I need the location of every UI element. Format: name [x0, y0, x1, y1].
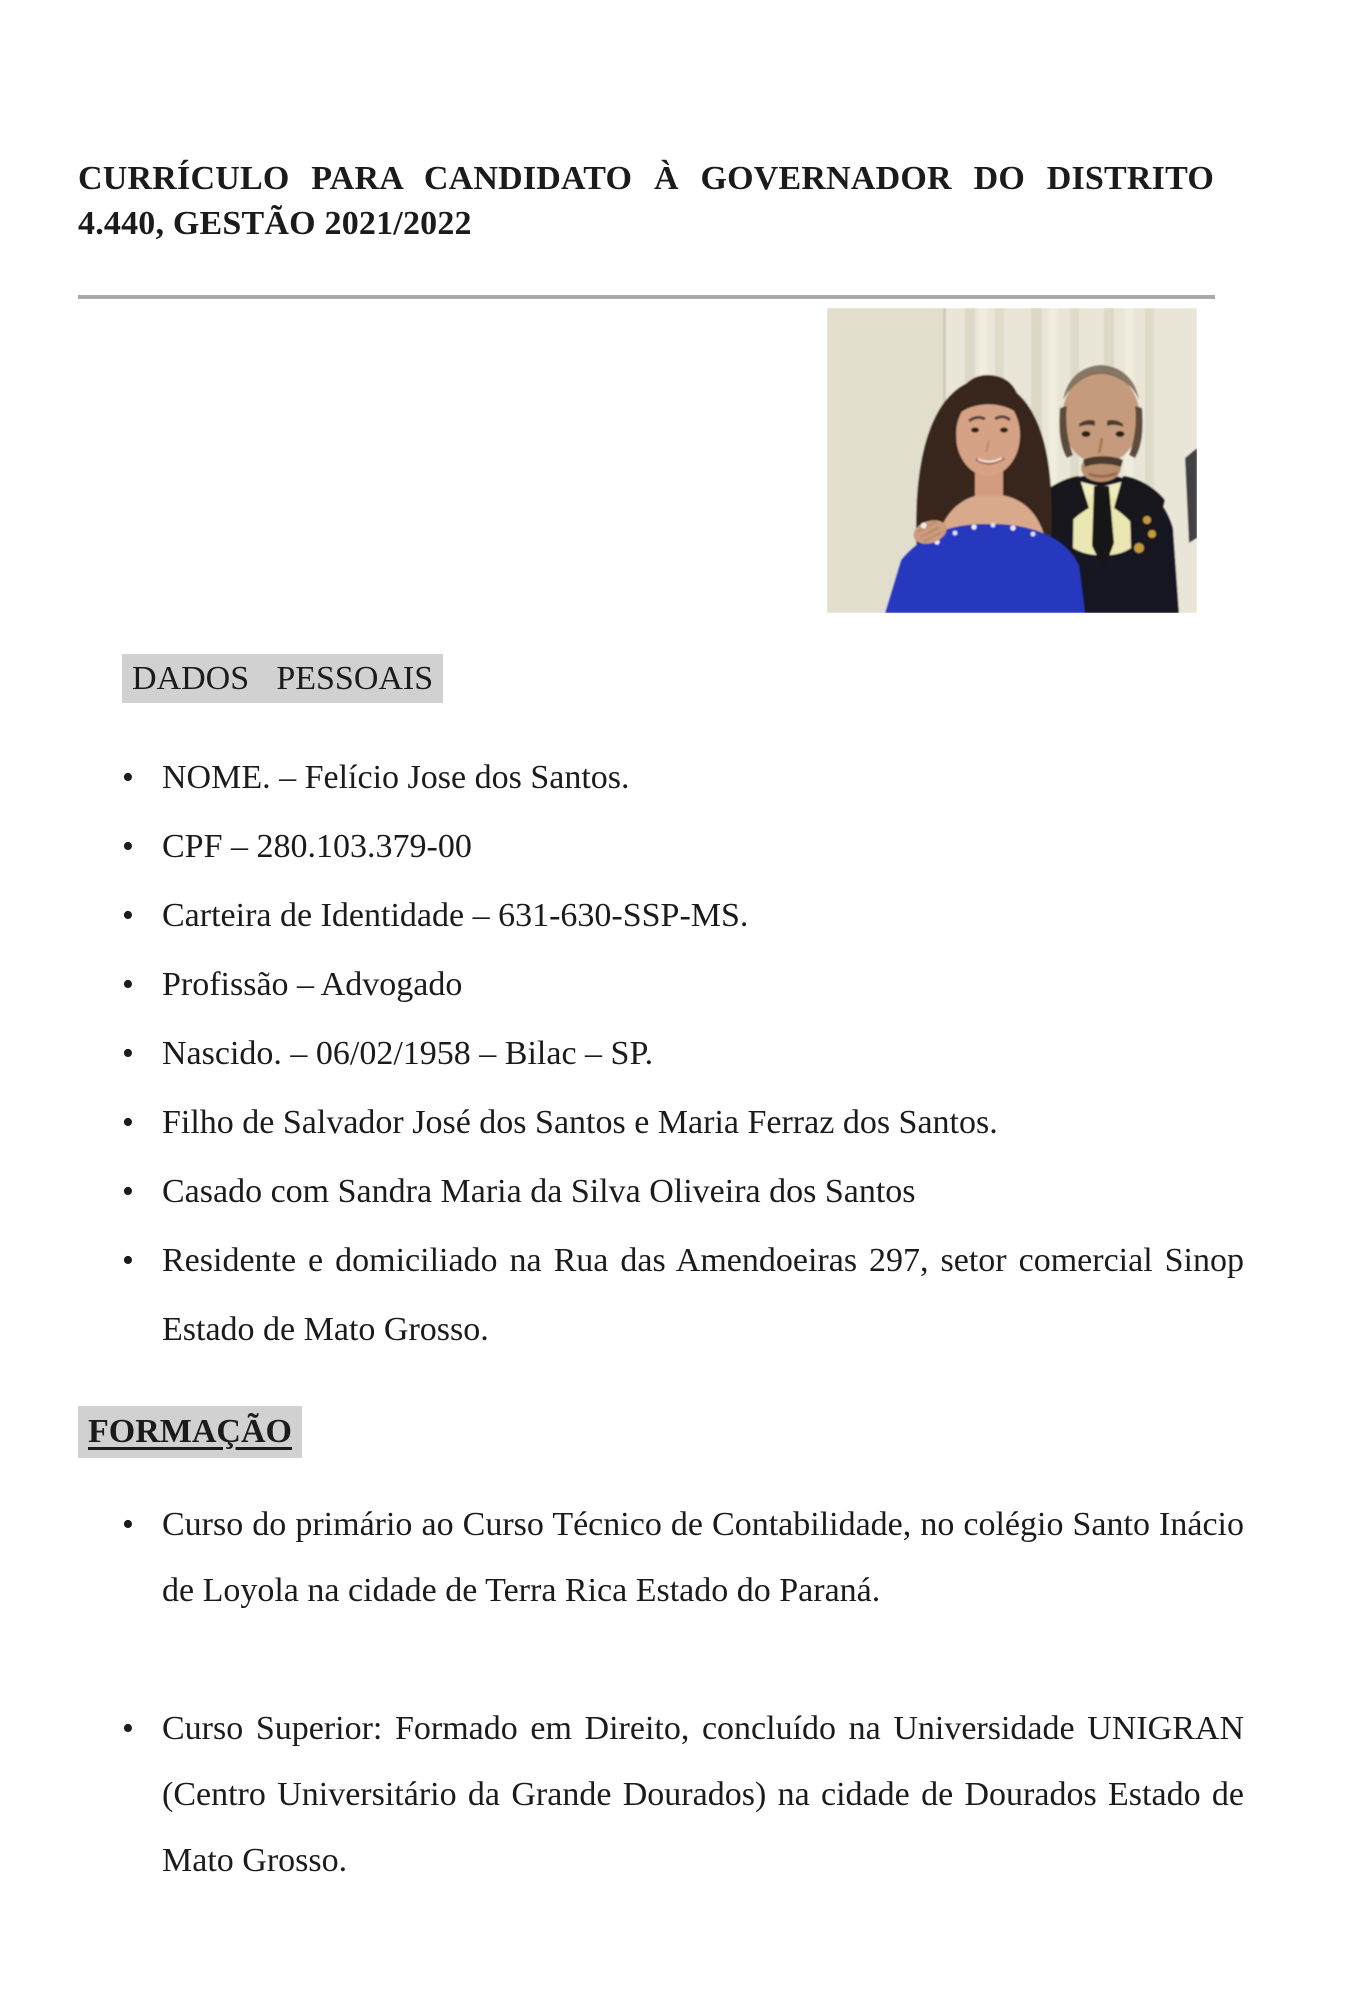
- list-item-text: Profissão – Advogado: [162, 966, 463, 1003]
- dados-pessoais-list: [122, 743, 1244, 1364]
- list-item-text: Carteira de Identidade – 631-630-SSP-MS.: [162, 897, 749, 934]
- list-item-text: Curso do primário ao Curso Técnico de Contabilidade, no colégio Santo Inácio de Loyola na cidade de Terra Rica Estado do Paraná.: [162, 1506, 1244, 1609]
- bullet-icon: •: [122, 897, 134, 934]
- list-item-text: Residente e domiciliado na Rua das Amendoeiras 297, setor comercial Sinop Estado de Mato Grosso.: [162, 1242, 1244, 1348]
- candidate-photo-illustration: [827, 308, 1197, 613]
- list-item: [122, 743, 1244, 812]
- list-item-text: Nascido. – 06/02/1958 – Bilac – SP.: [162, 1035, 654, 1072]
- list-item-text: Curso Superior: Formado em Direito, concluído na Universidade UNIGRAN (Centro Universitário da Grande Dourados) na cidade de Dourados Estado de Mato Grosso.: [162, 1710, 1244, 1879]
- man-lapel-pin: [1134, 543, 1144, 553]
- list-item-text: NOME. – Felício Jose dos Santos.: [162, 759, 630, 796]
- list-item: [122, 1019, 1244, 1088]
- list-item: [122, 1088, 1244, 1157]
- bullet-icon: •: [122, 1242, 134, 1279]
- list-item-text: Casado com Sandra Maria da Silva Oliveira dos Santos: [162, 1173, 916, 1210]
- list-item: [122, 1696, 1244, 1894]
- list-item-text: CPF – 280.103.379-00: [162, 828, 472, 865]
- bullet-icon: •: [122, 828, 134, 865]
- bullet-icon: •: [122, 759, 134, 796]
- list-item: [122, 812, 1244, 881]
- list-item-text: Filho de Salvador José dos Santos e Maria Ferraz dos Santos.: [162, 1104, 998, 1141]
- page-title-line2: 4.440, GESTÃO 2021/2022: [78, 205, 472, 242]
- man-lapel-pin: [1148, 530, 1156, 538]
- bullet-icon: •: [122, 966, 134, 1003]
- bullet-icon: •: [122, 1710, 134, 1747]
- list-item: [122, 881, 1244, 950]
- horizontal-divider: [78, 295, 1215, 299]
- page-title-line1: CURRÍCULO PARA CANDIDATO À GOVERNADOR DO DISTRITO: [78, 160, 1214, 197]
- list-item: [122, 1157, 1244, 1226]
- man-lapel-pin: [1143, 516, 1151, 524]
- candidate-photo: [827, 308, 1197, 613]
- list-item: [122, 1226, 1244, 1364]
- section-header-dados-pessoais: DADOS PESSOAIS: [122, 654, 443, 703]
- bullet-icon: •: [122, 1035, 134, 1072]
- list-item: [122, 1492, 1244, 1624]
- page-title: [78, 156, 1214, 246]
- bullet-icon: •: [122, 1104, 134, 1141]
- bullet-icon: •: [122, 1173, 134, 1210]
- formacao-list: [122, 1492, 1244, 1894]
- section-header-formacao: FORMAÇÃO: [78, 1406, 302, 1458]
- bullet-icon: •: [122, 1506, 134, 1543]
- list-item: [122, 950, 1244, 1019]
